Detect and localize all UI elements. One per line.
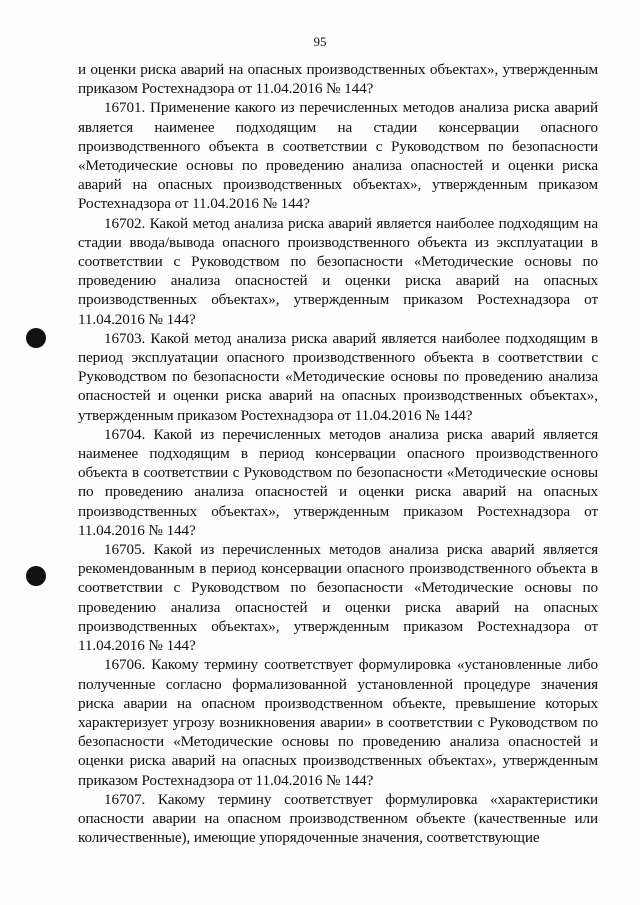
question-16702: 16702. Какой метод анализа риска аварий является наиболее подходящим на стадии ввода/вывода опасного производственного объекта из эксплуатации в соответствии с Руководством по безопасности «Методические основы по проведению анализа опасностей и оценки риска аварий на опасных производственных объектах», утвержденным приказом Ростехнадзора от 11.04.2016 № 144? bbox=[78, 214, 598, 328]
question-16704: 16704. Какой из перечисленных методов анализа риска аварий является наименее подходящим в период консервации опасного производственного объекта в соответствии с Руководством по безопасности «Методические основы по проведению анализа опасностей и оценки риска аварий на опасных производственных объектах», утвержденным приказом Ростехнадзора от 11.04.2016 № 144? bbox=[78, 425, 598, 539]
paragraph-continuation: и оценки риска аварий на опасных производственных объектах», утвержденным приказом Ростехнадзора от 11.04.2016 № 144? bbox=[78, 61, 598, 98]
punch-hole-mark bbox=[26, 328, 46, 348]
question-16707: 16707. Какому термину соответствует формулировка «характеристики опасности аварии на опасном производственном объекте (качественные или количественные), имеющие упорядоченные значения, соответствующие bbox=[78, 790, 598, 847]
question-16701: 16701. Применение какого из перечисленных методов анализа риска аварий является наименее подходящим на стадии консервации опасного производственного объекта в соответствии с Руководством по безопасности «Методические основы по проведению анализа опасностей и оценки риска аварий на опасных производственных объектах», утвержденным приказом Ростехнадзора от 11.04.2016 № 144? bbox=[78, 99, 598, 213]
question-16706: 16706. Какому термину соответствует формулировка «установленные либо полученные согласно формализованной установленной процедуре значения риска аварии на опасном производственном объекте, превышение которых характеризует угрозу возникновения аварии» в соответствии с Руководством по безопасности «Методические основы по проведению анализа опасностей и оценки риска аварий на опасных производственных объектах», утвержденным приказом Ростехнадзора от 11.04.2016 № 144? bbox=[78, 656, 598, 789]
question-16705: 16705. Какой из перечисленных методов анализа риска аварий является рекомендованным в период консервации опасного производственного объекта в соответствии с Руководством по безопасности «Методические основы по проведению анализа опасностей и оценки риска аварий на опасных производственных объектах», утвержденным приказом Ростехнадзора от 11.04.2016 № 144? bbox=[78, 541, 598, 655]
document-body bbox=[78, 60, 598, 847]
question-16703: 16703. Какой метод анализа риска аварий является наиболее подходящим в период эксплуатации опасного производственного объекта в соответствии с Руководством по безопасности «Методические основы по проведению анализа опасностей и оценки риска аварий на опасных производственных объектах», утвержденным приказом Ростехнадзора от 11.04.2016 № 144? bbox=[78, 329, 598, 424]
page-number: 95 bbox=[313, 34, 327, 49]
punch-hole-mark bbox=[26, 566, 46, 586]
